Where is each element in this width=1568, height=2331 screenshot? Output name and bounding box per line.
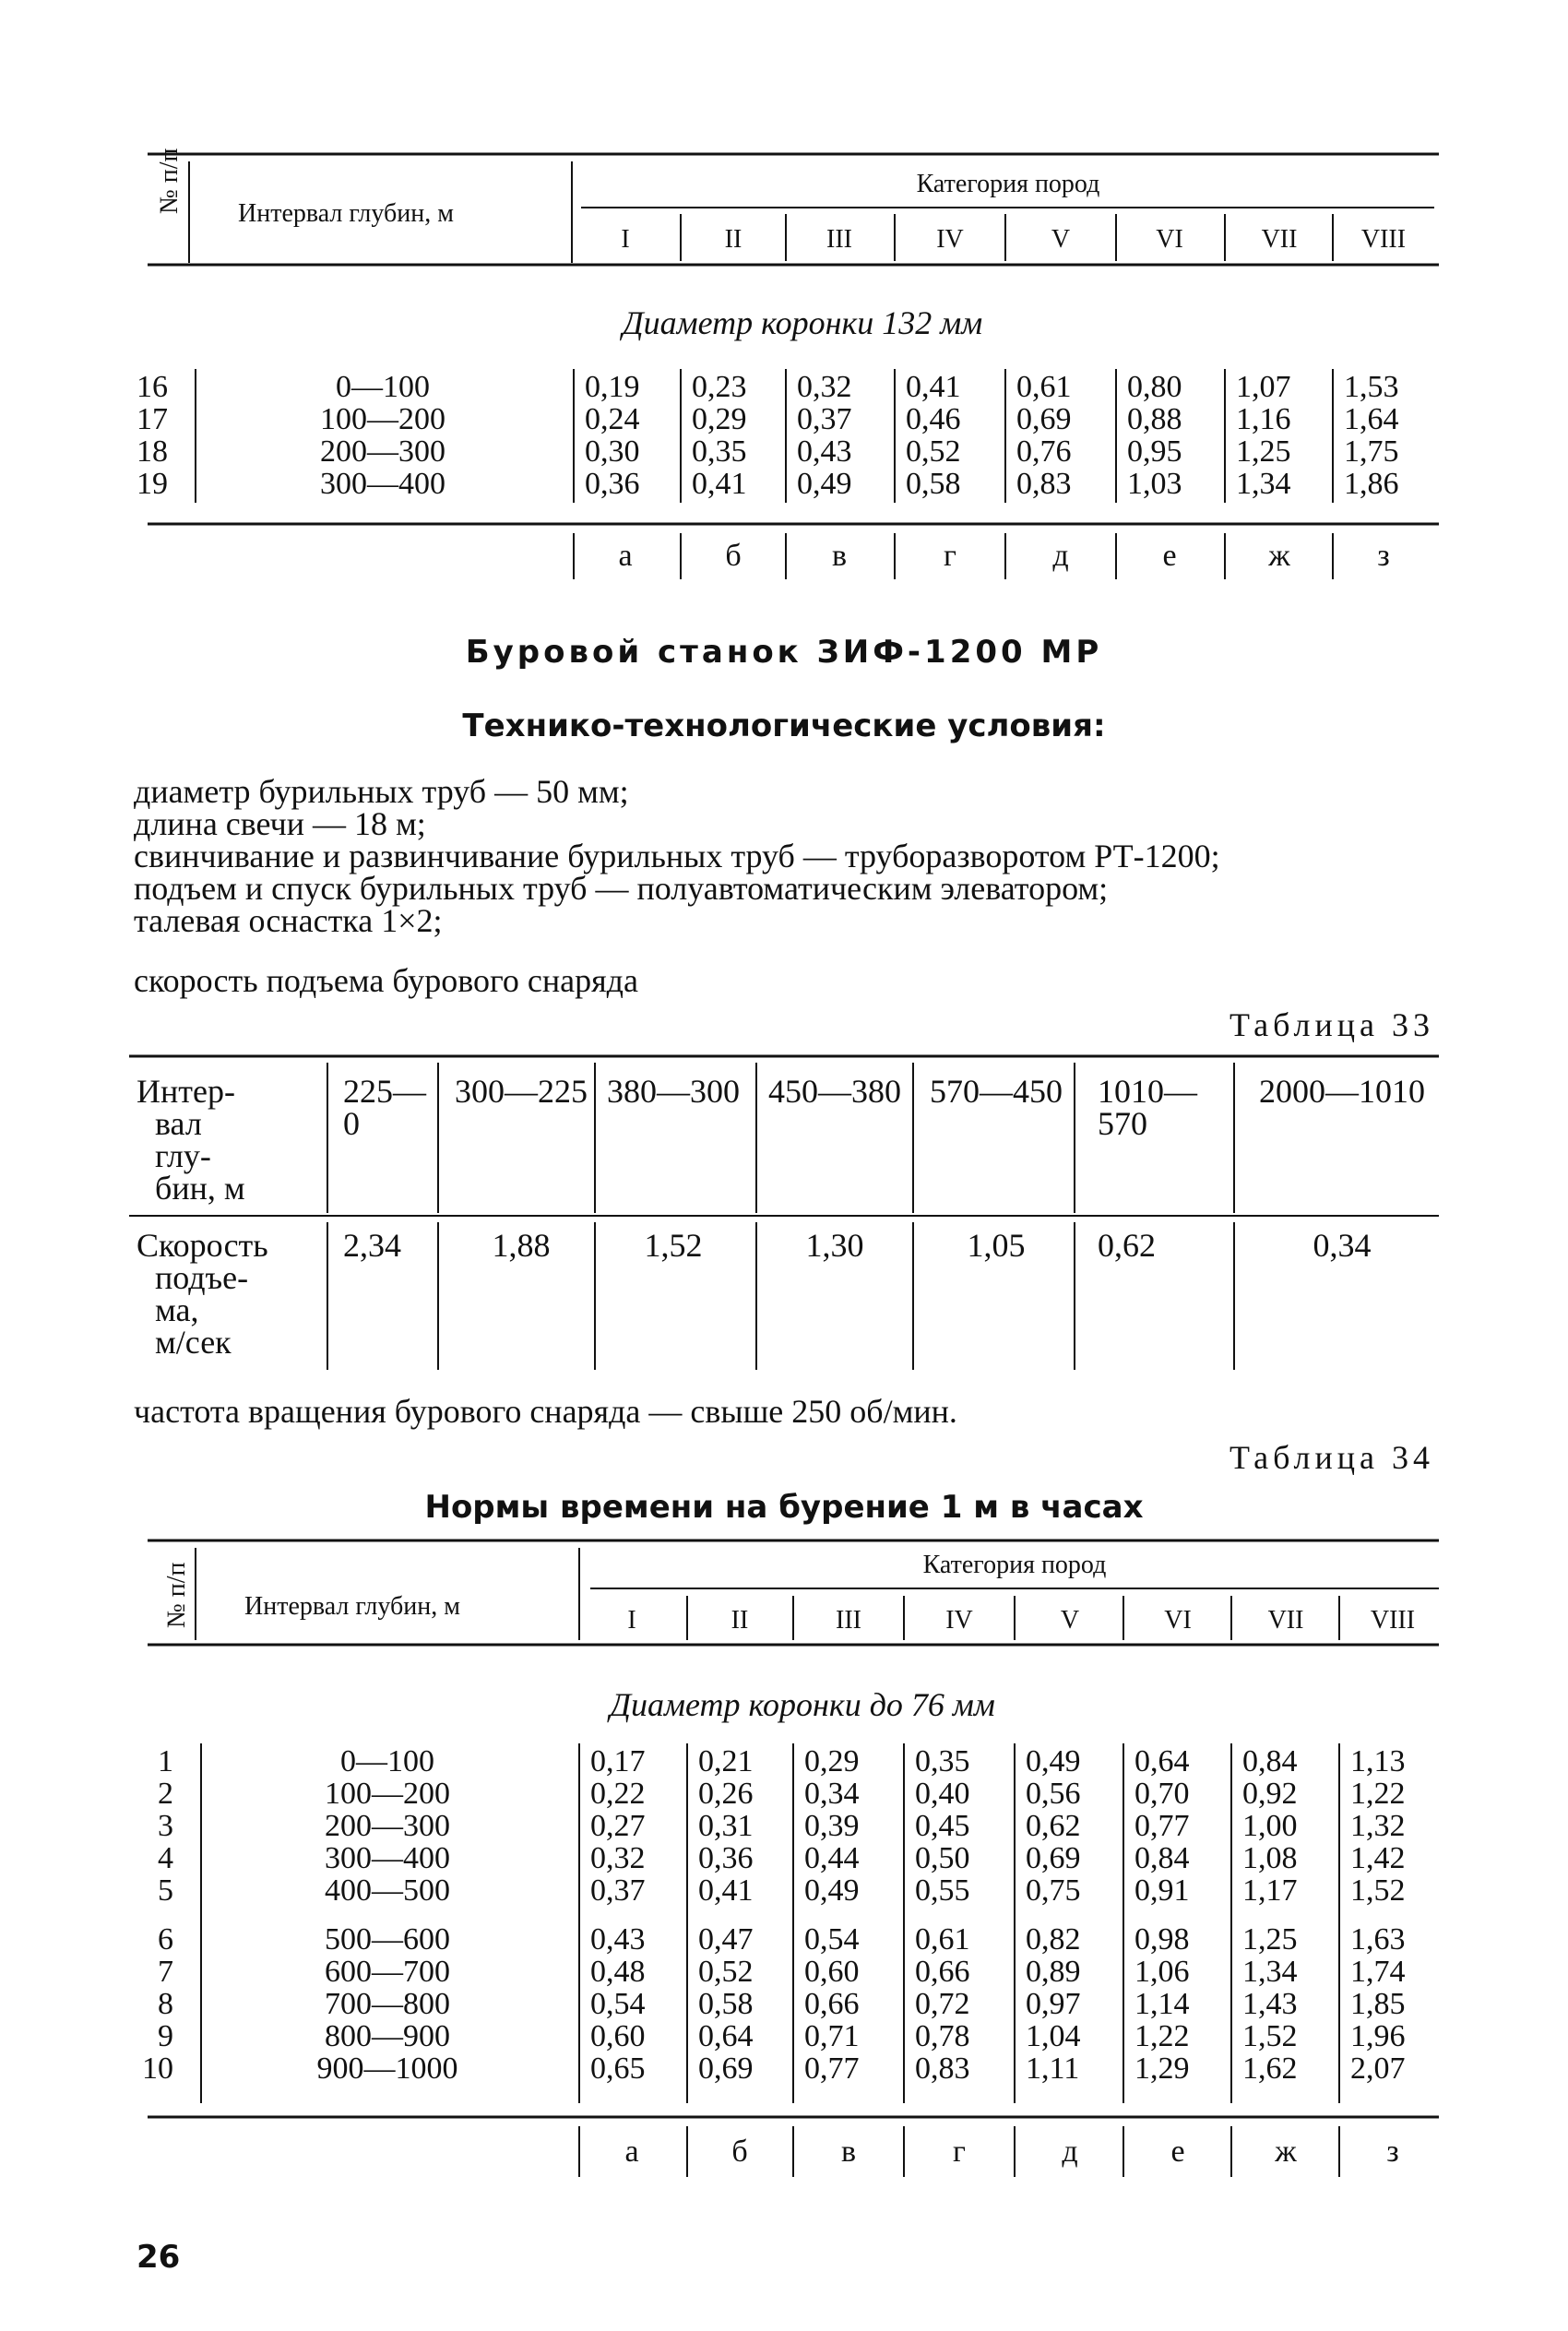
row-value: 0,54 [590,1987,646,2021]
t33-interval-value: 225— [343,1073,426,1110]
t33-interval-value: 570 [1098,1105,1147,1142]
row-number: 10 [142,2052,173,2086]
row-value: 0,80 [1127,370,1182,404]
row-value: 0,65 [590,2052,646,2086]
row-value: 0,39 [804,1809,860,1843]
row-value: 0,19 [585,370,640,404]
t33-speed-value: 2,34 [343,1227,401,1264]
row-interval: 200—300 [325,1809,450,1843]
row-value: 0,83 [1016,467,1072,501]
row-value: 0,43 [797,434,852,469]
row-value: 1,63 [1350,1922,1406,1956]
column-letter: з [1377,539,1390,573]
row-number: 3 [158,1809,173,1843]
row-value: 1,85 [1350,1987,1406,2021]
row-interval: 300—400 [325,1841,450,1875]
column-letter: в [840,2135,857,2169]
row-value: 0,61 [915,1922,970,1956]
row-value: 0,95 [1127,434,1182,469]
column-letter: г [944,539,956,573]
row-value: 1,29 [1134,2052,1190,2086]
row-value: 0,52 [698,1955,754,1989]
row-value: 0,35 [692,434,747,469]
row-value: 0,32 [797,370,852,404]
row-value: 0,60 [590,2019,646,2053]
column-letter: б [731,2135,748,2169]
top-category-5: V [1051,225,1071,254]
row-number: 1 [158,1744,173,1778]
row-value: 1,22 [1350,1777,1406,1811]
section-subtitle: Технико-технологические условия: [462,708,1106,744]
row-value: 0,54 [804,1922,860,1956]
row-value: 0,84 [1242,1744,1298,1778]
column-letter: е [1162,539,1177,573]
t34-category-labels [627,1606,1415,1635]
row-value: 0,43 [590,1922,646,1956]
row-value: 0,97 [1026,1987,1081,2021]
row-value: 0,84 [1134,1841,1190,1875]
top-category-labels [621,225,1406,254]
t33-row2-label: ма, [155,1291,199,1328]
row-interval: 900—1000 [316,2052,458,2086]
row-value: 0,72 [915,1987,970,2021]
t34-subtitle: Диаметр коронки до 76 мм [610,1686,995,1723]
column-letter: ж [1275,2135,1297,2169]
row-value: 1,17 [1242,1873,1298,1908]
row-value: 0,24 [585,402,640,436]
t33-speed-value: 1,52 [644,1227,703,1264]
top-category-2: II [724,225,742,254]
t34-table-body [142,1744,1406,2086]
t33-row2-label: м/сек [155,1324,232,1361]
page-number: 26 [137,2239,181,2276]
table33-label: Таблица 33 [1229,1006,1434,1043]
t33-interval-value: 450—380 [768,1073,901,1110]
t33-speed-value: 0,62 [1098,1227,1156,1264]
row-value: 0,29 [692,402,747,436]
row-value: 1,34 [1236,467,1291,501]
row-value: 1,07 [1236,370,1291,404]
row-value: 1,96 [1350,2019,1406,2053]
row-value: 0,82 [1026,1922,1081,1956]
column-letter: б [725,539,742,573]
condition-line: длина свечи — 18 м; [134,805,426,842]
row-value: 0,66 [915,1955,970,1989]
row-value: 0,49 [1026,1744,1081,1778]
table34-label: Таблица 34 [1229,1439,1434,1476]
row-value: 0,58 [906,467,961,501]
row-interval: 300—400 [320,467,445,501]
row-value: 0,48 [590,1955,646,1989]
t33-row2-values [343,1227,1372,1264]
t33-interval-value: 570—450 [930,1073,1063,1110]
row-value: 0,49 [797,467,852,501]
t33-speed-value: 1,88 [492,1227,551,1264]
row-value: 0,26 [698,1777,754,1811]
t33-row1-head [137,1073,245,1207]
row-interval: 700—800 [325,1987,450,2021]
row-interval: 100—200 [325,1777,450,1811]
row-value: 0,70 [1134,1777,1190,1811]
row-value: 0,78 [915,2019,970,2053]
t33-row2-label: Скорость [137,1227,268,1264]
row-value: 0,50 [915,1841,970,1875]
t33-row1-values [343,1073,1425,1142]
row-value: 0,60 [804,1955,860,1989]
row-value: 0,49 [804,1873,860,1908]
row-value: 0,41 [698,1873,754,1908]
t33-row2-label: подъе- [155,1259,249,1296]
row-value: 0,77 [804,2052,860,2086]
t33-speed-value: 0,34 [1313,1227,1372,1264]
t33-interval-value: 300—225 [455,1073,588,1110]
row-value: 0,44 [804,1841,860,1875]
row-value: 1,42 [1350,1841,1406,1875]
condition-line: диаметр бурильных труб — 50 мм; [134,773,629,810]
row-number: 17 [137,402,168,436]
row-value: 1,25 [1242,1922,1298,1956]
row-value: 0,40 [915,1777,970,1811]
t33-speed-value: 1,30 [805,1227,864,1264]
row-number: 5 [158,1873,173,1908]
t34-category-1: I [627,1606,636,1635]
row-value: 0,61 [1016,370,1072,404]
row-value: 0,47 [698,1922,754,1956]
top-interval-header: Интервал глубин, м [238,199,454,228]
t34-category-6: VI [1164,1606,1192,1635]
row-value: 0,32 [590,1841,646,1875]
row-number: 7 [158,1955,173,1989]
row-number: 8 [158,1987,173,2021]
row-interval: 500—600 [325,1922,450,1956]
row-value: 1,64 [1344,402,1399,436]
row-value: 1,04 [1026,2019,1081,2053]
row-interval: 0—100 [340,1744,434,1778]
row-value: 0,55 [915,1873,970,1908]
t33-row1-label: вал [155,1105,202,1142]
row-value: 0,29 [804,1744,860,1778]
t34-category-header: Категория пород [922,1551,1107,1579]
row-number: 16 [137,370,168,404]
row-value: 1,75 [1344,434,1399,469]
row-value: 1,22 [1134,2019,1190,2053]
row-value: 0,56 [1026,1777,1081,1811]
row-value: 0,17 [590,1744,646,1778]
row-value: 1,08 [1242,1841,1298,1875]
row-value: 0,46 [906,402,961,436]
t33-interval-value: 1010— [1098,1073,1197,1110]
row-value: 0,52 [906,434,961,469]
t34-num-header: № п/п [162,1562,191,1628]
row-value: 0,62 [1026,1809,1081,1843]
row-value: 0,77 [1134,1809,1190,1843]
row-value: 0,22 [590,1777,646,1811]
row-value: 0,69 [1026,1841,1081,1875]
t34-category-4: IV [945,1606,973,1635]
row-value: 0,41 [906,370,961,404]
row-value: 1,34 [1242,1955,1298,1989]
table34-title: Нормы времени на бурение 1 м в часах [424,1489,1144,1526]
row-value: 0,35 [915,1744,970,1778]
row-value: 1,25 [1236,434,1291,469]
row-value: 0,30 [585,434,640,469]
condition-line: подъем и спуск бурильных труб — полуавтоматическим элеватором; [134,870,1109,907]
row-value: 0,69 [698,2052,754,2086]
row-number: 6 [158,1922,173,1956]
row-value: 1,06 [1134,1955,1190,1989]
t33-row1-label: Интер- [137,1073,235,1110]
row-value: 0,64 [698,2019,754,2053]
column-letter: в [831,539,848,573]
speed-line: скорость подъема бурового снаряда [134,962,638,999]
row-value: 0,45 [915,1809,970,1843]
row-value: 1,16 [1236,402,1291,436]
column-letter: д [1062,2135,1078,2169]
row-value: 1,86 [1344,467,1399,501]
row-value: 0,71 [804,2019,860,2053]
t33-row1-label: глу- [155,1137,211,1174]
t34-interval-header: Интервал глубин, м [244,1592,460,1621]
row-value: 1,62 [1242,2052,1298,2086]
row-value: 1,00 [1242,1809,1298,1843]
row-value: 1,03 [1127,467,1182,501]
t33-interval-value: 0 [343,1105,360,1142]
top-category-4: IV [936,225,964,254]
top-letter-row [618,539,1389,573]
top-category-header: Категория пород [916,170,1100,198]
row-interval: 200—300 [320,434,445,469]
row-value: 1,53 [1344,370,1399,404]
row-value: 0,27 [590,1809,646,1843]
column-letter: з [1386,2135,1399,2169]
row-value: 0,21 [698,1744,754,1778]
row-number: 2 [158,1777,173,1811]
row-value: 0,37 [590,1873,646,1908]
t33-interval-value: 2000—1010 [1259,1073,1425,1110]
row-value: 2,07 [1350,2052,1406,2086]
row-number: 9 [158,2019,173,2053]
column-letter: ж [1268,539,1290,573]
column-letter: е [1170,2135,1185,2169]
top-table-body [137,370,1399,501]
row-value: 0,88 [1127,402,1182,436]
row-value: 1,11 [1026,2052,1080,2086]
column-letter: д [1052,539,1069,573]
t34-category-2: II [731,1606,749,1635]
row-value: 0,66 [804,1987,860,2021]
t34-letter-row [624,2135,1398,2169]
t33-speed-value: 1,05 [967,1227,1026,1264]
column-letter: г [953,2135,966,2169]
row-number: 18 [137,434,168,469]
row-value: 0,92 [1242,1777,1298,1811]
row-value: 1,14 [1134,1987,1190,2021]
row-number: 19 [137,467,168,501]
column-letter: а [624,2135,639,2169]
conditions-list [134,773,1220,939]
top-category-8: VIII [1360,225,1407,254]
t33-row2-head [137,1227,268,1361]
row-value: 0,58 [698,1987,754,2021]
row-value: 1,74 [1350,1955,1406,1989]
t33-interval-value: 380—300 [607,1073,740,1110]
top-subtitle: Диаметр коронки 132 мм [622,304,983,341]
row-value: 0,34 [804,1777,860,1811]
row-interval: 100—200 [320,402,445,436]
row-value: 0,91 [1134,1873,1190,1908]
row-value: 0,76 [1016,434,1072,469]
t33-row1-label: бин, м [155,1170,245,1207]
row-interval: 600—700 [325,1955,450,1989]
row-value: 0,31 [698,1809,754,1843]
t34-category-8: VIII [1370,1606,1416,1635]
section-title: Буровой станок ЗИФ-1200 МР [465,634,1103,671]
top-category-7: VII [1261,225,1298,254]
column-letter: а [618,539,633,573]
t34-category-5: V [1060,1606,1080,1635]
row-number: 4 [158,1841,173,1875]
frequency-line: частота вращения бурового снаряда — свыше 250 об/мин. [134,1393,957,1430]
row-value: 0,36 [698,1841,754,1875]
row-value: 1,43 [1242,1987,1298,2021]
row-value: 0,64 [1134,1744,1190,1778]
row-interval: 800—900 [325,2019,450,2053]
row-interval: 400—500 [325,1873,450,1908]
row-value: 0,37 [797,402,852,436]
top-category-6: VI [1156,225,1183,254]
top-category-3: III [826,225,852,254]
t34-category-3: III [836,1606,861,1635]
row-value: 1,52 [1242,2019,1298,2053]
condition-line: талевая оснастка 1×2; [134,902,443,939]
row-value: 0,89 [1026,1955,1081,1989]
row-interval: 0—100 [336,370,430,404]
row-value: 0,36 [585,467,640,501]
t34-category-7: VII [1267,1606,1304,1635]
top-category-1: I [621,225,630,254]
condition-line: свинчивание и развинчивание бурильных труб — труборазворотом РТ-1200; [134,838,1220,874]
row-value: 1,13 [1350,1744,1406,1778]
row-value: 0,98 [1134,1922,1190,1956]
row-value: 0,41 [692,467,747,501]
row-value: 0,83 [915,2052,970,2086]
top-num-header: № п/п [155,148,184,214]
row-value: 0,23 [692,370,747,404]
row-value: 0,75 [1026,1873,1081,1908]
row-value: 1,52 [1350,1873,1406,1908]
row-value: 0,69 [1016,402,1072,436]
row-value: 1,32 [1350,1809,1406,1843]
